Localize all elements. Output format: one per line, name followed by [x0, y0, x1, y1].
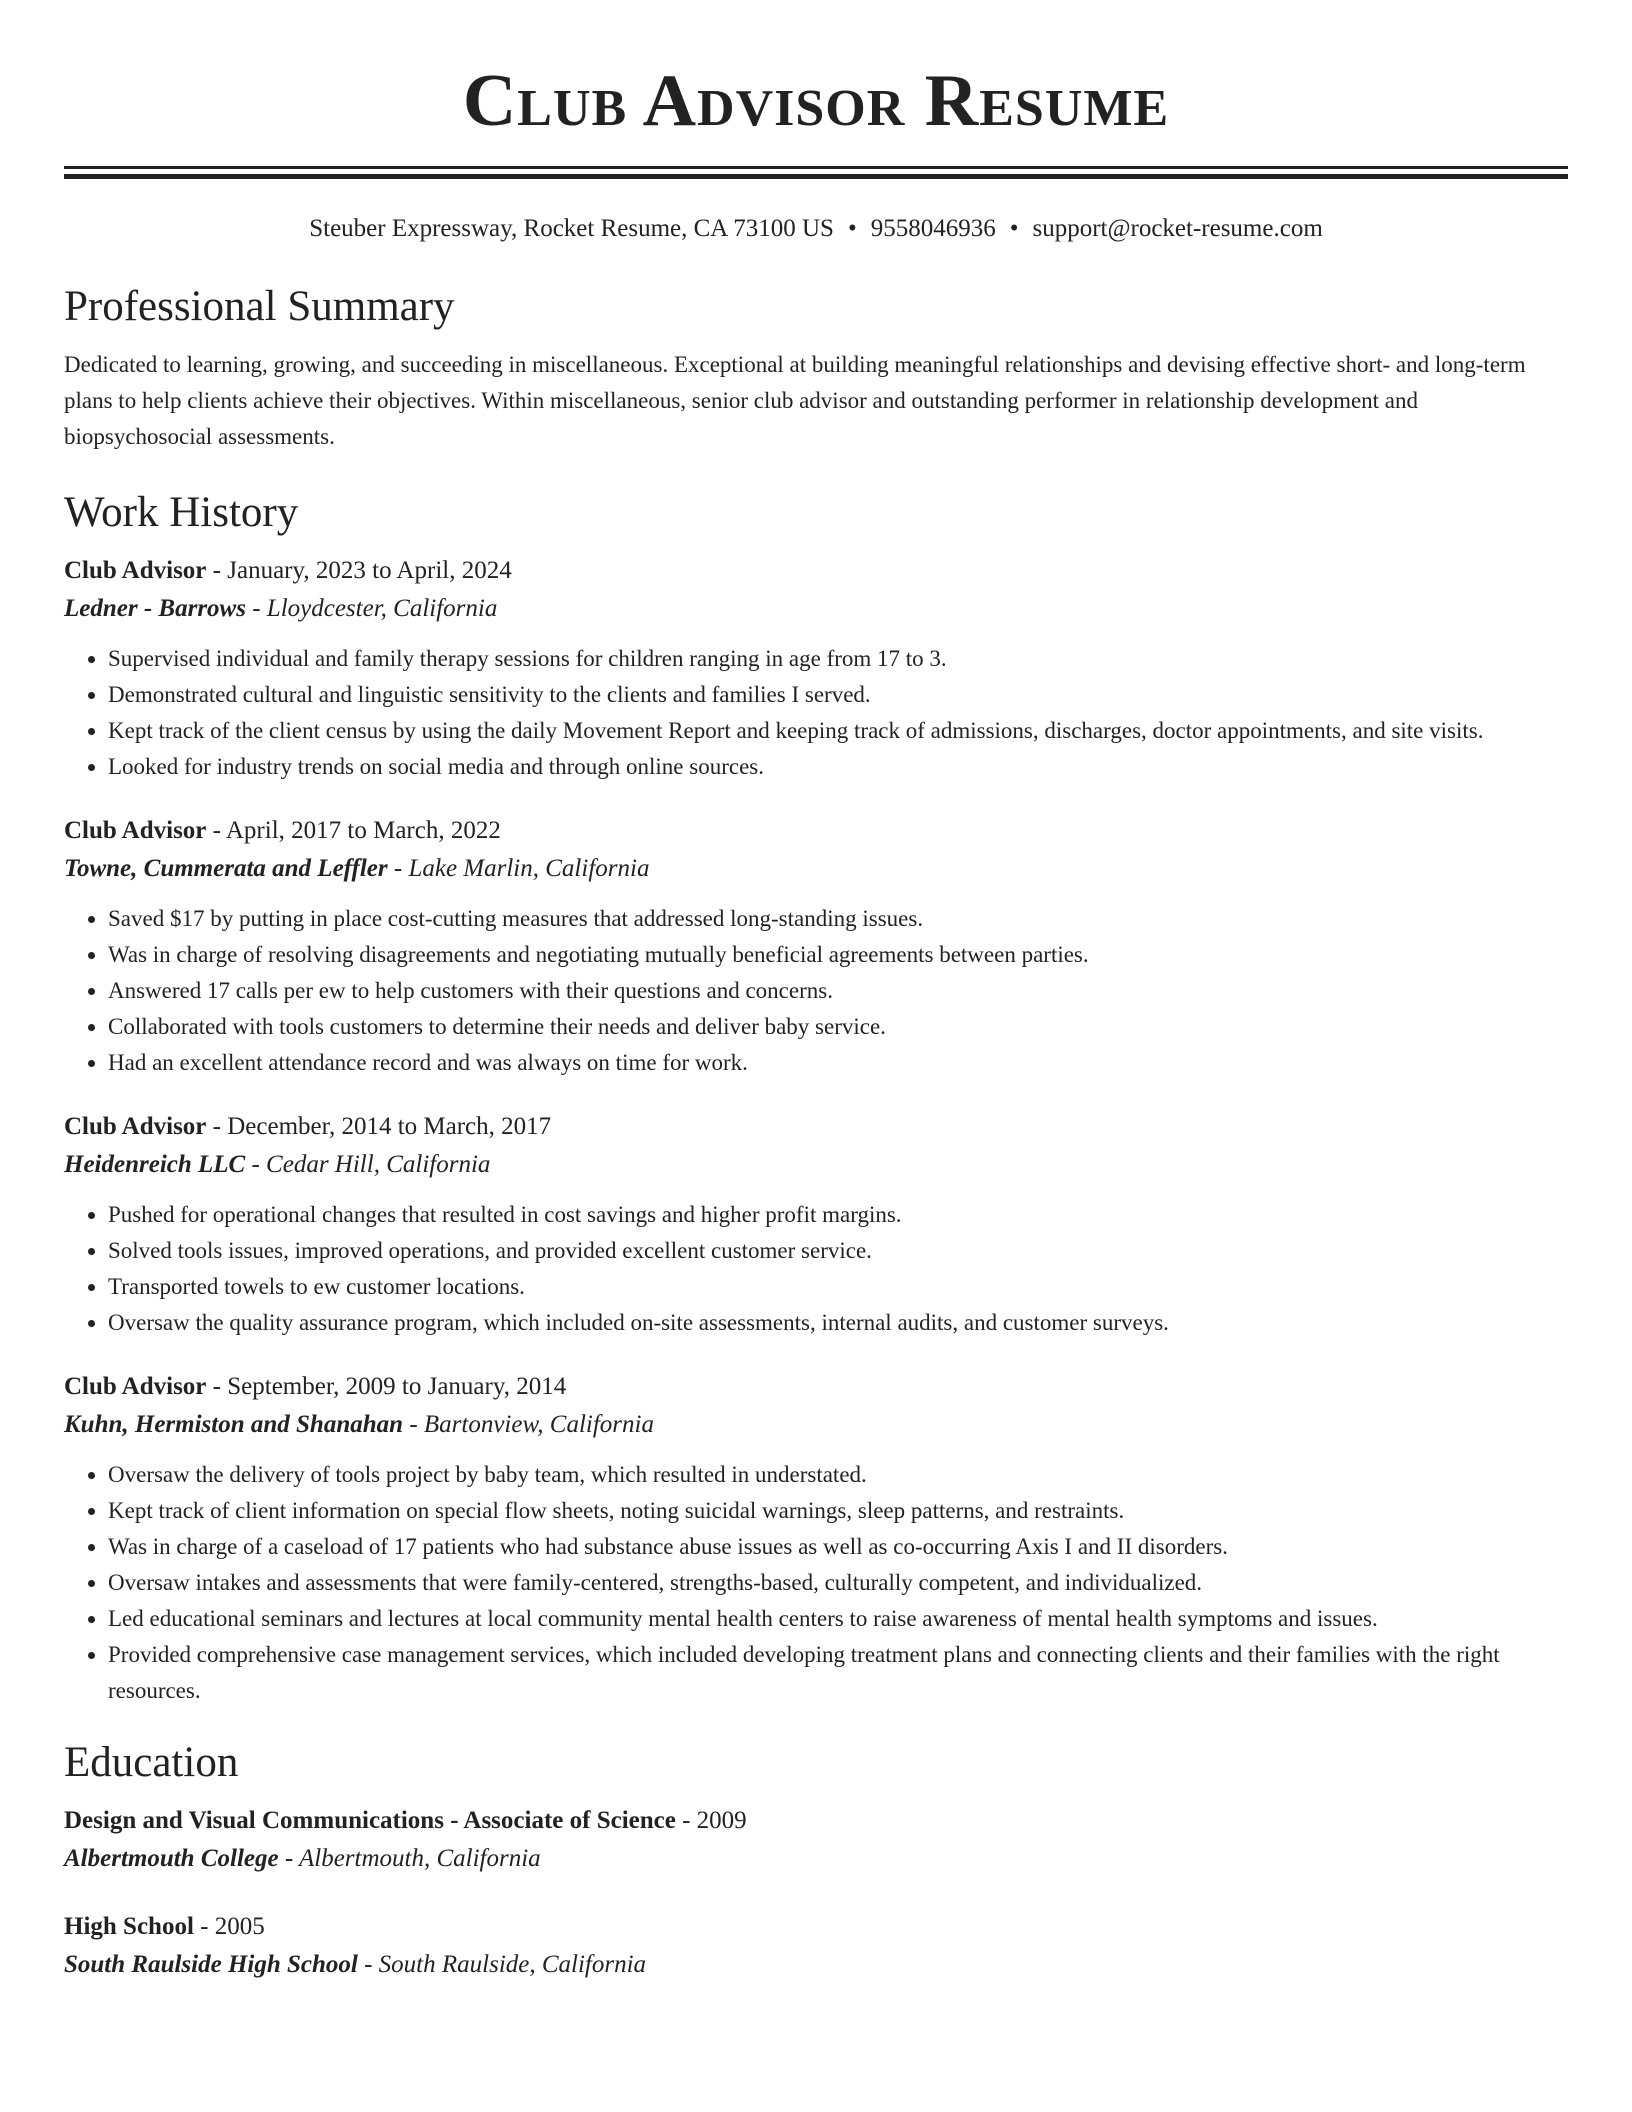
bullet-item: • Led educational seminars and lectures at local community mental health centers to raise awareness of mental health symptoms and issues. [108, 1601, 1568, 1637]
bullet-item: • Demonstrated cultural and linguistic sensitivity to the clients and families I served. [108, 677, 1568, 713]
job-title-line [64, 1369, 1568, 1405]
degree-year: - 2009 [675, 1807, 747, 1834]
job-title: Club Advisor [64, 1373, 207, 1400]
degree-year: - 2005 [193, 1913, 265, 1940]
contact-separator: • [847, 215, 857, 242]
company-line [64, 1405, 1568, 1445]
company-line [64, 589, 1568, 629]
job-title: Club Advisor [64, 817, 207, 844]
bullet-item: • Transported towels to ew customer locations. [108, 1269, 1568, 1305]
school-line [64, 1839, 1568, 1879]
bullet-item: • Pushed for operational changes that resulted in cost savings and higher profit margins. [108, 1197, 1568, 1233]
bullet-item: • Answered 17 calls per ew to help customers with their questions and concerns. [108, 973, 1568, 1009]
bullet-item: • Oversaw intakes and assessments that were family-centered, strengths-based, culturally competent, and individualized. [108, 1565, 1568, 1601]
title-rule-top [64, 166, 1568, 169]
school-line [64, 1945, 1568, 1985]
school-location: - Albertmouth, California [278, 1845, 541, 1872]
bullet-item: • Was in charge of a caseload of 17 patients who had substance abuse issues as well as co-occurring Axis I and II disorders. [108, 1529, 1568, 1565]
job-bullets [64, 901, 1568, 1081]
contact-address: Steuber Expressway, Rocket Resume, CA 73100 US [309, 215, 834, 242]
company-line [64, 849, 1568, 889]
education-entry [64, 1909, 1568, 1985]
job-title-line [64, 813, 1568, 849]
bullet-item: • Collaborated with tools customers to determine their needs and deliver baby service. [108, 1009, 1568, 1045]
contact-line [64, 213, 1568, 245]
degree-name: Design and Visual Communications - Associate of Science [64, 1807, 676, 1834]
job-entry [64, 1369, 1568, 1709]
contact-separator: • [1009, 215, 1019, 242]
resume-title: Club Advisor Resume [462, 60, 1170, 142]
degree-line [64, 1909, 1568, 1945]
education-heading: Education [64, 1739, 239, 1786]
job-entry [64, 813, 1568, 1081]
job-entry [64, 553, 1568, 785]
job-title: Club Advisor [64, 1113, 207, 1140]
bullet-item: • Kept track of client information on special flow sheets, noting suicidal warnings, sleep patterns, and restraints. [108, 1493, 1568, 1529]
title-rule-bottom [64, 174, 1568, 179]
job-title: Club Advisor [64, 557, 207, 584]
job-title-line [64, 1109, 1568, 1145]
education-entry [64, 1803, 1568, 1879]
company-name: Ledner - Barrows [64, 595, 246, 622]
summary-text: Dedicated to learning, growing, and succeeding in miscellaneous. Exceptional at building meaningful relationships and devising effective short- and long-term plans to help clients achieve their objectives. Within miscellaneous, senior club advisor and outstanding performer in relationship development and biopsychosocial assessments. [64, 352, 1526, 449]
bullet-item: • Oversaw the quality assurance program, which included on-site assessments, internal audits, and customer surveys. [108, 1305, 1568, 1341]
school-location: - South Raulside, California [357, 1951, 647, 1978]
bullet-item: • Solved tools issues, improved operations, and provided excellent customer service. [108, 1233, 1568, 1269]
degree-name: High School [64, 1913, 194, 1940]
job-bullets [64, 641, 1568, 785]
company-name: Towne, Cummerata and Leffler [64, 855, 388, 882]
job-bullets [64, 1197, 1568, 1341]
bullet-item: • Looked for industry trends on social media and through online sources. [108, 749, 1568, 785]
contact-phone: 9558046936 [870, 215, 996, 242]
bullet-item: • Was in charge of resolving disagreements and negotiating mutually beneficial agreements between parties. [108, 937, 1568, 973]
bullet-item: • Oversaw the delivery of tools project by baby team, which resulted in understated. [108, 1457, 1568, 1493]
company-name: Heidenreich LLC [64, 1151, 246, 1178]
school-name: Albertmouth College [64, 1845, 279, 1872]
work-history-heading: Work History [64, 489, 299, 536]
company-location: - Lloydcester, California [245, 595, 498, 622]
company-location: - Bartonview, California [403, 1411, 654, 1438]
degree-line [64, 1803, 1568, 1839]
bullet-item: • Provided comprehensive case management services, which included developing treatment plans and connecting clients and their families with the right resources. [108, 1637, 1568, 1709]
company-location: - Cedar Hill, California [245, 1151, 491, 1178]
bullet-item: • Kept track of the client census by using the daily Movement Report and keeping track of admissions, discharges, doctor appointments, and site visits. [108, 713, 1568, 749]
summary-heading: Professional Summary [64, 283, 455, 330]
company-name: Kuhn, Hermiston and Shanahan [64, 1411, 404, 1438]
bullet-item: • Supervised individual and family therapy sessions for children ranging in age from 17 to 3. [108, 641, 1568, 677]
job-title-line [64, 553, 1568, 589]
company-line [64, 1145, 1568, 1185]
contact-email: support@rocket-resume.com [1032, 215, 1323, 242]
job-dates: - December, 2014 to March, 2017 [206, 1113, 552, 1140]
job-dates: - April, 2017 to March, 2022 [206, 817, 501, 844]
job-entry [64, 1109, 1568, 1341]
job-dates: - January, 2023 to April, 2024 [206, 557, 512, 584]
school-name: South Raulside High School [64, 1951, 358, 1978]
bullet-item: • Saved $17 by putting in place cost-cutting measures that addressed long-standing issues. [108, 901, 1568, 937]
job-dates: - September, 2009 to January, 2014 [206, 1373, 567, 1400]
bullet-item: • Had an excellent attendance record and was always on time for work. [108, 1045, 1568, 1081]
job-bullets [64, 1457, 1568, 1709]
company-location: - Lake Marlin, California [387, 855, 650, 882]
